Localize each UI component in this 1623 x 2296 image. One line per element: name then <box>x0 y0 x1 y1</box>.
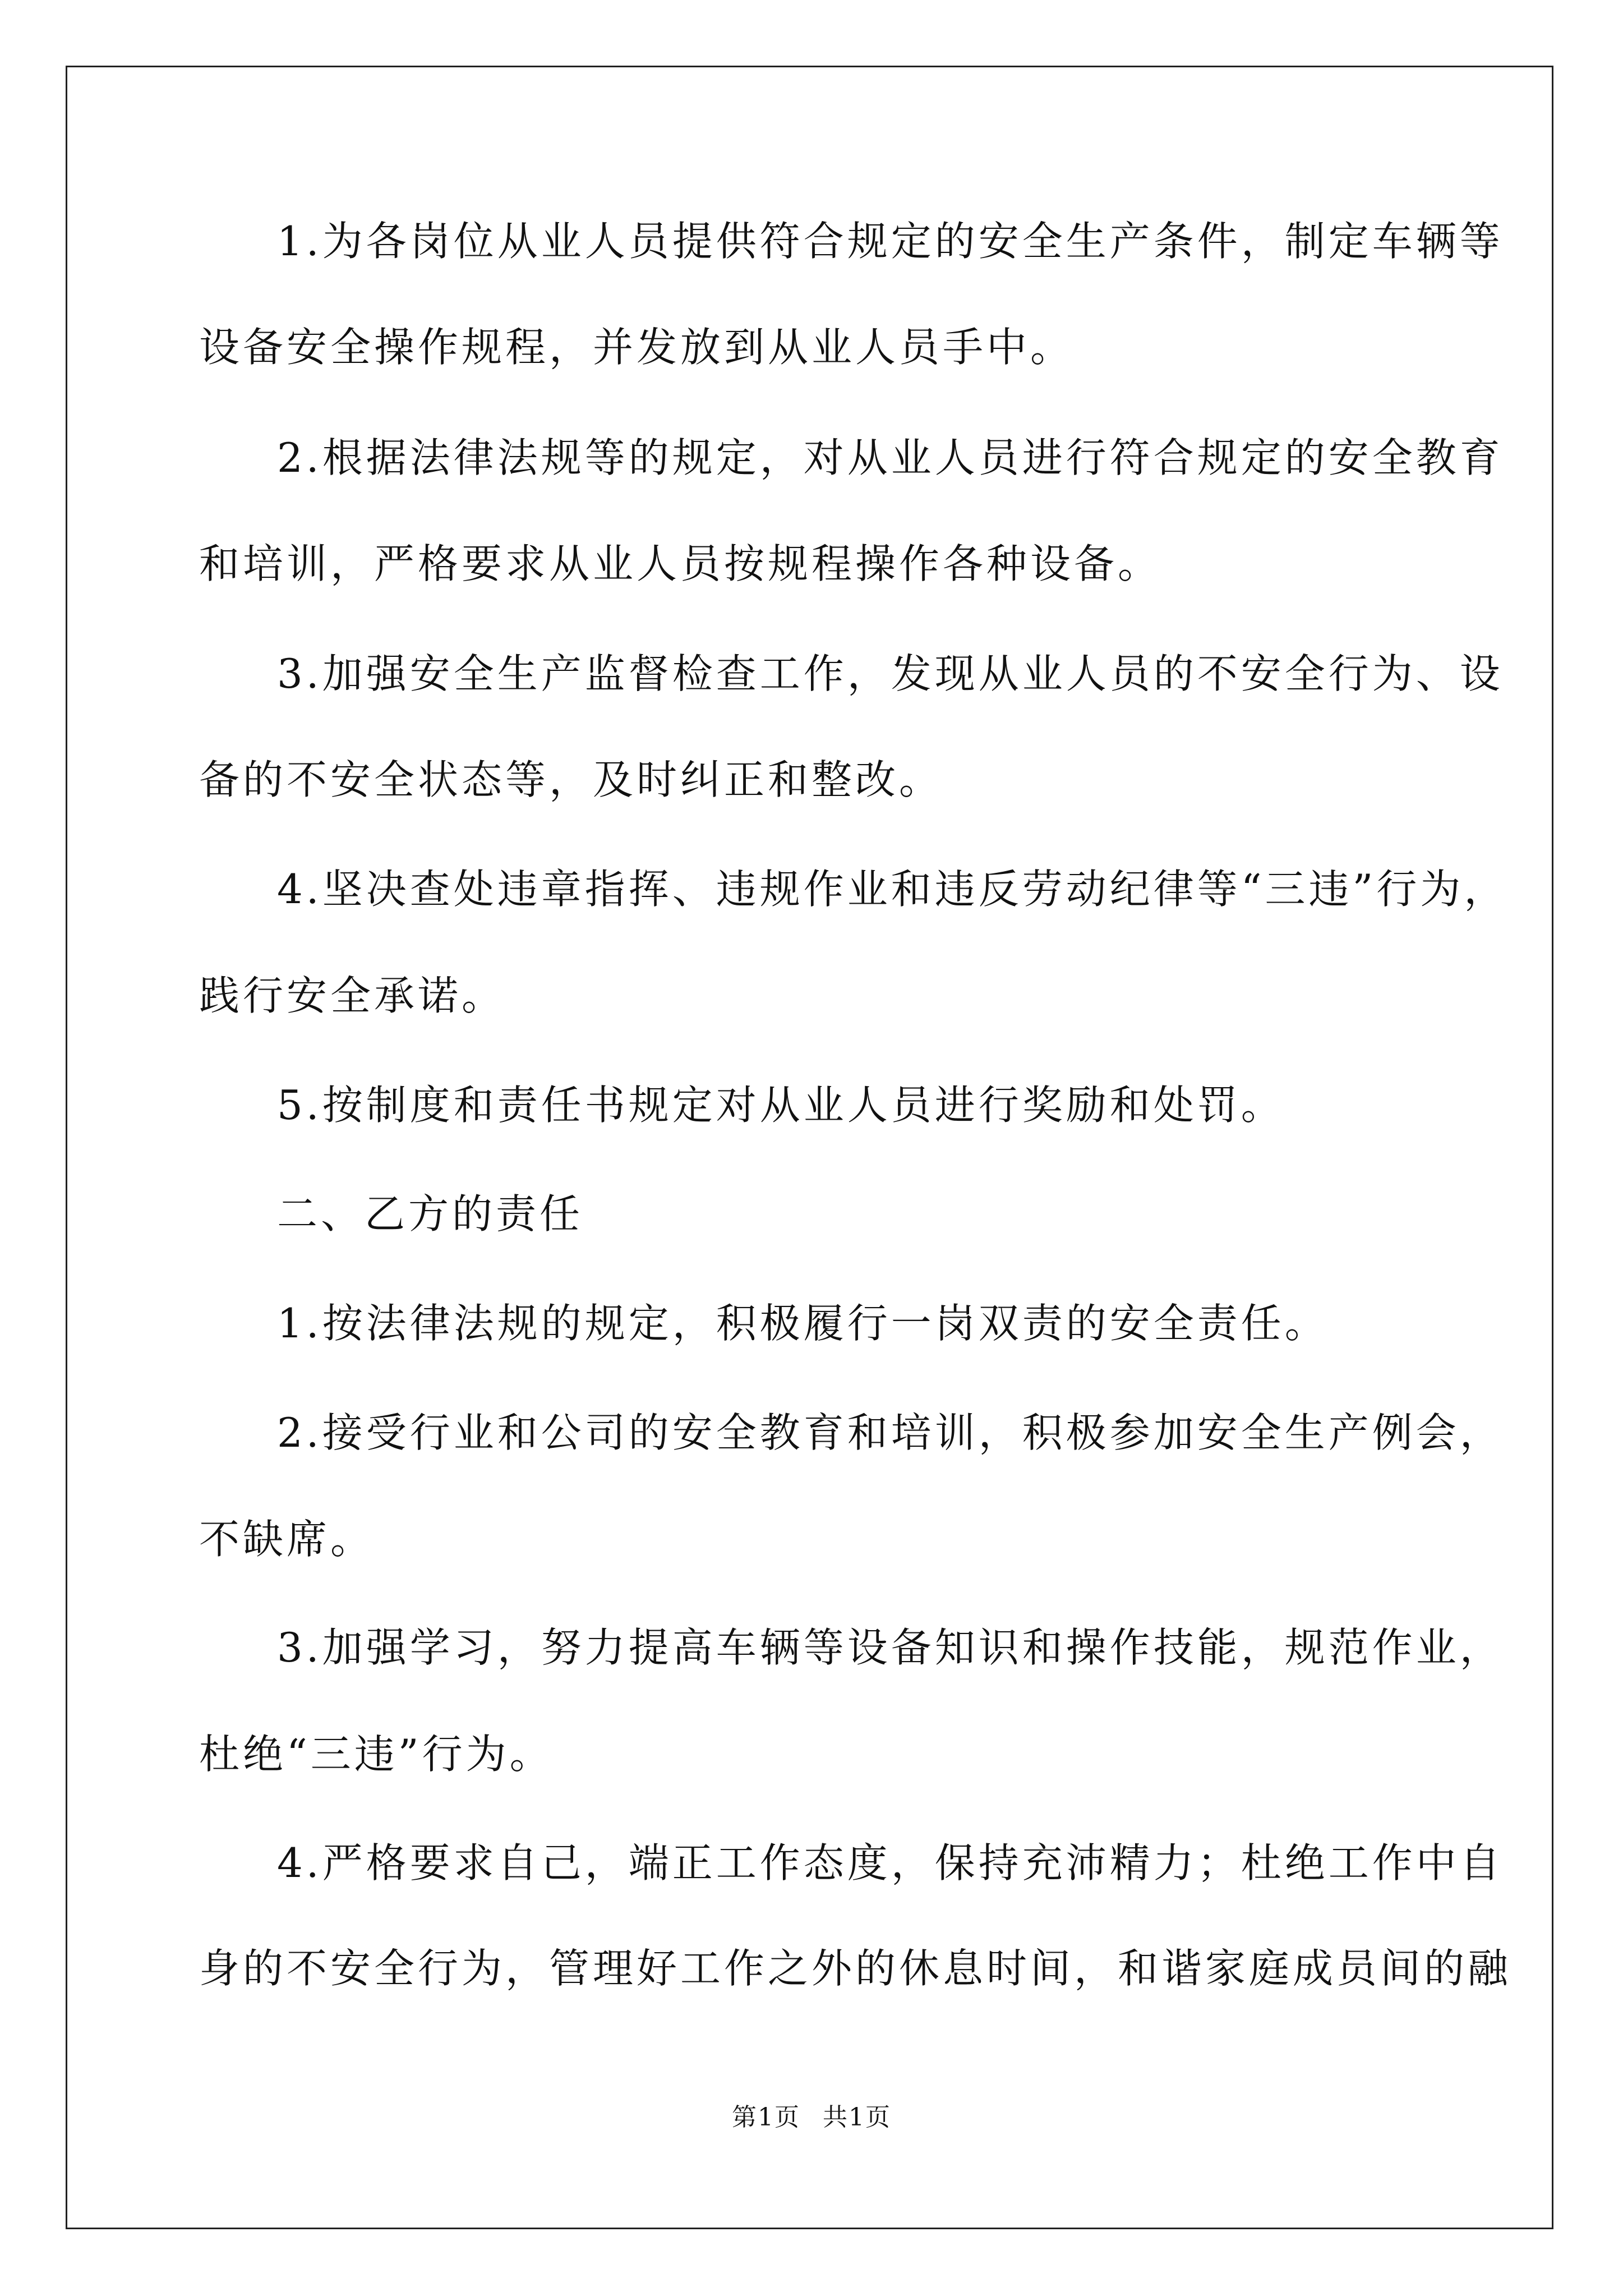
paragraph-line: 设备安全操作规程，并发放到从业人员手中。 <box>199 324 1075 371</box>
page-number: 第1页 <box>732 2103 800 2132</box>
paragraph-line: 和培训，严格要求从业人员按规程操作各种设备。 <box>199 540 1162 587</box>
paragraph-line: 1.按法律法规的规定，积极履行一岗双责的安全责任。 <box>277 1300 1329 1347</box>
paragraph-line: 践行安全承诺。 <box>199 972 506 1019</box>
paragraph-line: 5.按制度和责任书规定对从业人员进行奖励和处罚。 <box>277 1082 1285 1129</box>
paragraph-line: 2.接受行业和公司的安全教育和培训，积极参加安全生产例会， <box>277 1409 1504 1456</box>
page-footer <box>0 2097 1623 2133</box>
paragraph-line: 4.坚决查处违章指挥、违规作业和违反劳动纪律等“三违”行为， <box>277 866 1508 913</box>
paragraph-line: 4.严格要求自己，端正工作态度，保持充沛精力；杜绝工作中自 <box>277 1839 1504 1887</box>
section-heading: 二、乙方的责任 <box>277 1190 584 1237</box>
paragraph-line: 2.根据法律法规等的规定，对从业人员进行符合规定的安全教育 <box>277 434 1504 481</box>
page-border <box>66 66 1553 2229</box>
paragraph-line: 身的不安全行为，管理好工作之外的休息时间，和谐家庭成员间的融 <box>199 1945 1512 1992</box>
paragraph-line: 备的不安全状态等，及时纠正和整改。 <box>199 756 943 803</box>
paragraph-line: 杜绝“三违”行为。 <box>199 1731 554 1778</box>
paragraph-line: 不缺席。 <box>199 1516 375 1563</box>
page-total: 共1页 <box>823 2103 891 2132</box>
paragraph-line: 3.加强学习，努力提高车辆等设备知识和操作技能，规范作业， <box>277 1624 1504 1671</box>
paragraph-line: 1.为各岗位从业人员提供符合规定的安全生产条件，制定车辆等 <box>277 218 1504 265</box>
paragraph-line: 3.加强安全生产监督检查工作，发现从业人员的不安全行为、设 <box>277 650 1504 697</box>
